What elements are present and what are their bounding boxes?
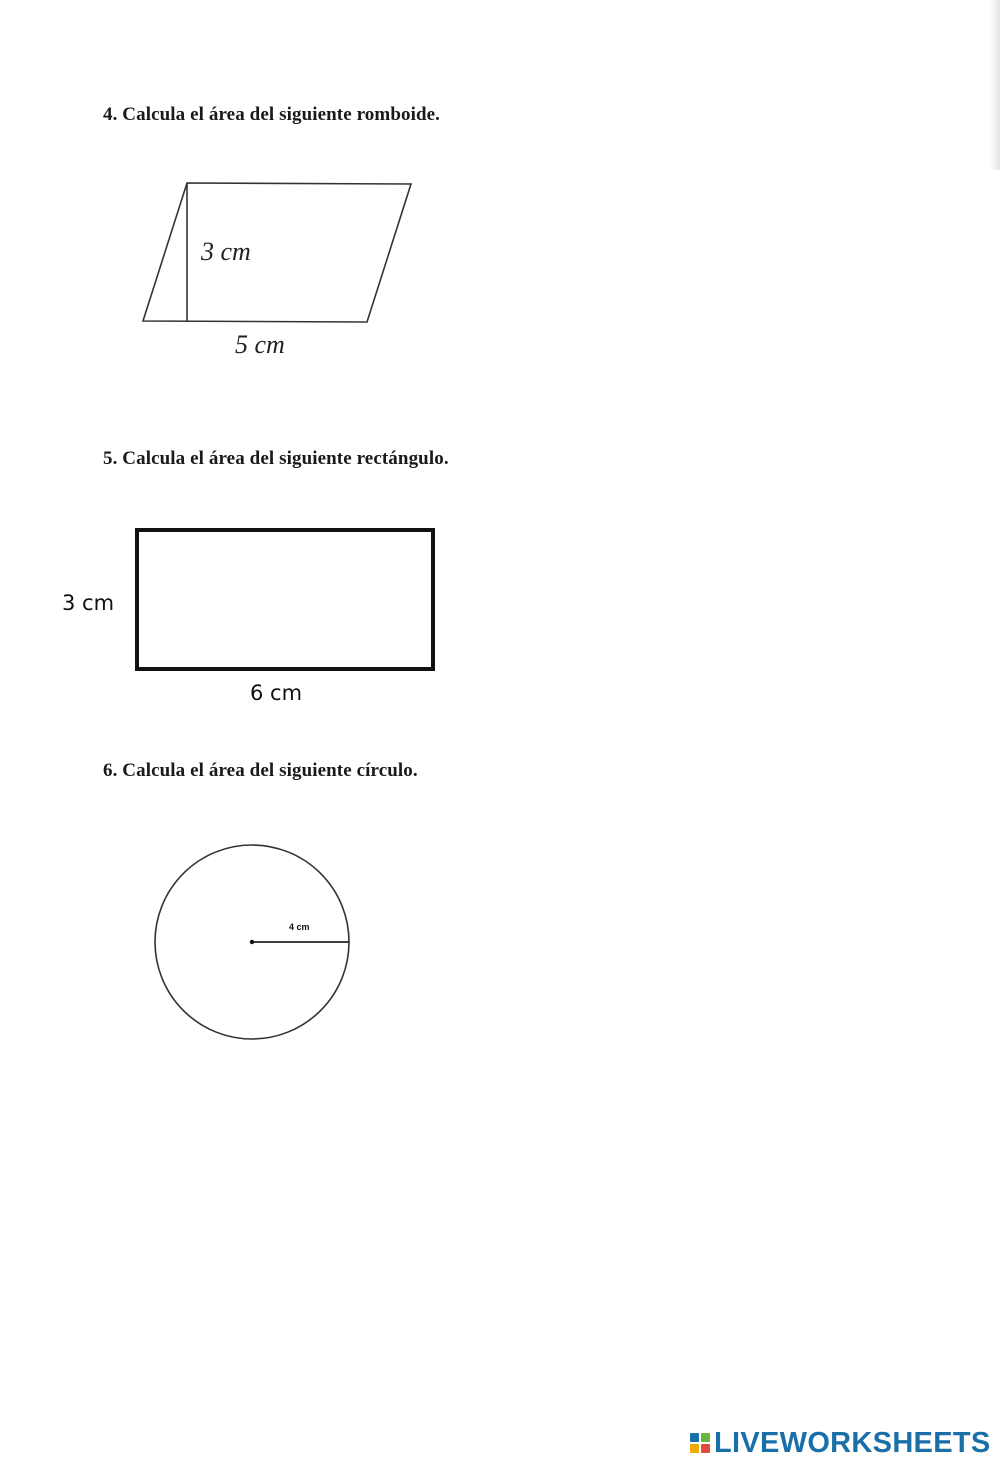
logo-mark-icon [690, 1433, 710, 1453]
question-4-text: 4. Calcula el área del siguiente romboide. [103, 104, 441, 125]
rhomboid-shape [143, 183, 411, 322]
logo-square-2 [701, 1433, 710, 1442]
rhomboid-figure [143, 183, 411, 359]
logo-square-3 [690, 1444, 699, 1453]
rectangle-height-label: 3 cm [62, 591, 115, 615]
rectangle-figure [62, 530, 433, 705]
circle-center-dot [250, 940, 254, 944]
logo-square-4 [701, 1444, 710, 1453]
logo-square-1 [690, 1433, 699, 1442]
liveworksheets-logo [690, 1428, 991, 1458]
logo-text: LIVEWORKSHEETS [714, 1426, 991, 1459]
circle-radius-label: 4 cm [289, 922, 310, 932]
question-6-text: 6. Calcula el área del siguiente círculo. [103, 760, 418, 781]
rectangle-shape [137, 530, 433, 669]
rhomboid-base-label: 5 cm [235, 330, 285, 359]
rhomboid-height-label: 3 cm [201, 237, 251, 266]
rectangle-base-label: 6 cm [250, 681, 303, 705]
circle-figure [155, 845, 349, 1039]
question-5-text: 5. Calcula el área del siguiente rectángulo. [103, 448, 449, 469]
